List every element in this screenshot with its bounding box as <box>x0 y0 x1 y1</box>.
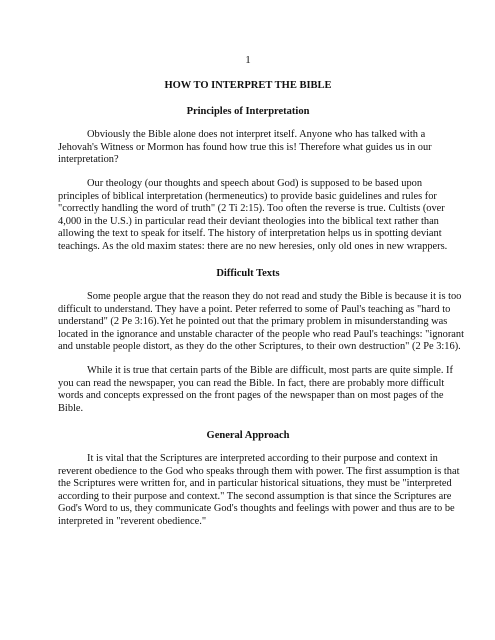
text-line: you can read the newspaper, you can read the Bible. In fact, there are probably more difficult <box>58 377 445 389</box>
text-line: and unstable people distort, as they do the other Scriptures, to their own destruction" (2 Pe 3:16). <box>58 341 461 353</box>
text-line: interpreted in "reverent obedience." <box>58 515 207 527</box>
text-line: words and concepts expressed on the front pages of the newspaper than on most pages of the <box>58 390 444 402</box>
text-line: Obviously the Bible alone does not interpret itself. Anyone who has talked with a <box>87 129 426 140</box>
text-line: the Scriptures were written for, and in particular historical situations, they must be "interpreted <box>58 478 452 490</box>
paragraph <box>29 291 469 354</box>
text-line: Jehovah's Witness or Mormon has found how true this is! Therefore what guides us in our <box>58 141 432 153</box>
text-line: according to their purpose and context." The second assumption is that since the Scriptures are <box>58 490 452 502</box>
text-line: Bible. <box>58 402 84 414</box>
text-line: reverent obedience to the God who speaks through them with power. The first assumption is that <box>58 465 460 477</box>
paragraph <box>29 453 469 529</box>
text-line: principles of biblical interpretation (hermeneutics) to provide basic guidelines and rules for <box>58 190 437 202</box>
section-heading-difficult-texts: Difficult Texts <box>216 268 280 279</box>
document-title: HOW TO INTERPRET THE BIBLE <box>164 80 332 91</box>
paragraph <box>29 178 469 254</box>
text-line: teachings. As the old maxim states: there are no new heresies, only old ones in new wrappers. <box>58 240 448 252</box>
text-line: "correctly handling the word of truth" (2 Ti 2:15). Too often the reverse is true. Cultists (over <box>58 203 445 215</box>
text-line: God's Word to us, they communicate God's thoughts and feelings with power and thus are to be <box>58 503 455 515</box>
text-line: While it is true that certain parts of the Bible are difficult, most parts are quite simple. If <box>87 365 453 376</box>
paragraph <box>29 365 469 415</box>
text-line: Some people argue that the reason they do not read and study the Bible is because it is too <box>87 291 462 302</box>
text-line: 4,000 in the U.S.) in particular read their deviant theologies into the biblical text rather than <box>58 215 439 227</box>
text-line: allowing the text to speak for itself. The history of interpretation helps us in spotting deviant <box>58 228 442 240</box>
text-line: difficult to understand. They have a point. Peter referred to some of Paul's teaching as "hard to <box>58 303 451 315</box>
paragraph <box>29 129 469 167</box>
text-line: located in the ignorance and unstable character of the people who read Paul's teachings: "ignorant <box>58 328 465 340</box>
section-heading-general-approach: General Approach <box>206 430 290 441</box>
page-number: 1 <box>245 54 251 66</box>
section-heading-principles: Principles of Interpretation <box>186 106 310 117</box>
text-line: understand" (2 Pe 3:16).Yet he pointed out that the primary problem in misunderstanding was <box>58 316 448 328</box>
text-line: interpretation? <box>58 154 119 166</box>
text-line: It is vital that the Scriptures are interpreted according to their purpose and context in <box>87 453 438 464</box>
text-line: Our theology (our thoughts and speech about God) is supposed to be based upon <box>87 178 423 189</box>
